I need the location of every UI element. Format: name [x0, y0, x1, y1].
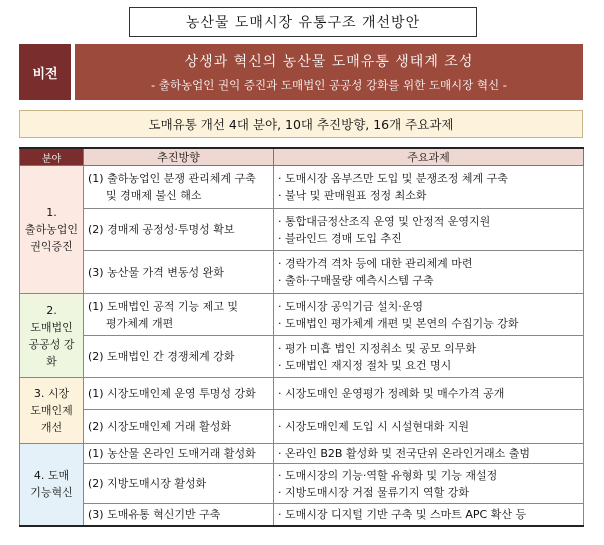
table-row [20, 166, 584, 209]
tasks-cell [274, 166, 584, 209]
task-item: · 시장도매인제 도입 시 시설현대화 지원 [278, 420, 469, 433]
direction-text: (3) 농산물 가격 변동성 완화 [88, 265, 224, 279]
direction-text: (2) 경매제 공정성·투명성 확보 [88, 223, 235, 236]
table-row [20, 464, 584, 504]
direction-text: (1) 도매법인 공적 기능 제고 및 [88, 299, 238, 313]
tasks-cell [274, 209, 584, 251]
direction-text: (1) 시장도매인제 운영 투명성 강화 [88, 387, 256, 400]
header-direction: 추진방향 [84, 148, 274, 166]
vision-section [19, 44, 583, 100]
task-item: · 온라인 B2B 활성화 및 전국단위 온라인거래소 출범 [278, 447, 530, 460]
direction-text: 평가체계 개편 [106, 316, 174, 330]
task-item: · 경락가격 격차 등에 대한 관리체계 마련 [278, 257, 473, 270]
area-name-line: 공공성 강화 [28, 337, 75, 368]
tasks-cell [274, 464, 584, 504]
table-row [20, 444, 584, 464]
direction-text: 및 경매제 불신 해소 [106, 189, 202, 202]
table-row [20, 410, 584, 444]
direction-cell [84, 336, 274, 378]
area-name-line: 1. [46, 206, 57, 219]
table-row [20, 294, 584, 336]
tasks-cell [274, 251, 584, 294]
area-name-line: 도매인제 [30, 404, 73, 417]
tasks-cell [274, 378, 584, 410]
vision-sub-text: - 출하농업인 권익 증진과 도매법인 공공성 강화를 위한 도매시장 혁신 - [151, 78, 507, 92]
task-item: · 평가 미흡 법인 지정취소 및 공모 의무화 [278, 341, 476, 355]
task-item: · 도매시장 옴부즈만 도입 및 분쟁조정 체계 구축 [278, 172, 508, 185]
direction-cell [84, 294, 274, 336]
area-name-line: 3. 시장 [33, 387, 70, 400]
tasks-cell [274, 294, 584, 336]
tasks-cell [274, 444, 584, 464]
direction-cell [84, 504, 274, 526]
area-name-line: 개선 [40, 421, 63, 434]
table-header-row [20, 148, 584, 166]
direction-text: (1) 농산물 온라인 도매거래 활성화 [88, 447, 256, 460]
tasks-cell [274, 504, 584, 526]
area-name-line: 출하농업인 [24, 223, 79, 236]
task-item: · 도매시장의 기능·역할 유형화 및 기능 재설정 [278, 468, 498, 482]
table-row [20, 209, 584, 251]
header-tasks: 주요과제 [274, 148, 584, 166]
table-row [20, 336, 584, 378]
task-item: · 불낙 및 판매원표 정정 최소화 [278, 189, 427, 202]
area-name-line: 2. [46, 303, 57, 317]
header-area: 분야 [20, 148, 84, 166]
area-cell-3 [20, 378, 84, 444]
direction-text: (2) 도매법인 간 경쟁체계 강화 [88, 350, 235, 363]
area-name-line: 도매법인 [30, 320, 73, 334]
direction-cell [84, 464, 274, 504]
tasks-cell [274, 410, 584, 444]
direction-cell [84, 209, 274, 251]
area-cell-1 [20, 166, 84, 294]
area-name-line: 권익증진 [30, 240, 73, 253]
task-item: · 지방도매시장 거점 물류기지 역할 강화 [278, 485, 469, 499]
task-item: · 도매시장 디지털 기반 구축 및 스마트 APC 확산 등 [278, 507, 527, 521]
area-name-line: 4. 도매 [33, 469, 70, 483]
direction-text: (3) 도매유통 혁신기반 구축 [88, 507, 221, 521]
task-item: · 도매법인 평가체계 개편 및 본연의 수집기능 강화 [278, 316, 519, 330]
task-item: · 블라인드 경매 도입 추진 [278, 231, 402, 245]
area-cell-2 [20, 294, 84, 378]
direction-cell [84, 378, 274, 410]
area-name-line: 기능혁신 [30, 486, 73, 500]
direction-text: (2) 지방도매시장 활성화 [88, 477, 207, 490]
direction-cell [84, 410, 274, 444]
policy-table [19, 147, 584, 527]
table-row [20, 251, 584, 294]
direction-text: (2) 시장도매인제 거래 활성화 [88, 420, 231, 433]
task-item: · 도매법인 재지정 절차 및 요건 명시 [278, 358, 452, 372]
direction-text: (1) 출하농업인 분쟁 관리체계 구축 [88, 172, 256, 185]
task-item: · 출하·구매물량 예측시스템 구축 [278, 274, 434, 287]
summary-banner: 도매유통 개선 4대 분야, 10대 추진방향, 16개 주요과제 [19, 110, 583, 138]
task-item: · 통합대금정산조직 운영 및 안정적 운영지원 [278, 214, 491, 228]
area-cell-4 [20, 444, 84, 526]
tasks-cell [274, 336, 584, 378]
direction-cell [84, 251, 274, 294]
page-title: 농산물 도매시장 유통구조 개선방안 [129, 7, 477, 37]
direction-cell [84, 444, 274, 464]
vision-statement [75, 44, 583, 100]
task-item: · 도매시장 공익기금 설치·운영 [278, 299, 423, 313]
vision-label: 비전 [19, 44, 71, 100]
direction-cell [84, 166, 274, 209]
vision-main-text: 상생과 혁신의 농산물 도매유통 생태계 조성 [184, 54, 474, 70]
task-item: · 시장도매인 운영평가 정례화 및 매수가격 공개 [278, 387, 505, 400]
table-row [20, 378, 584, 410]
table-row [20, 504, 584, 526]
